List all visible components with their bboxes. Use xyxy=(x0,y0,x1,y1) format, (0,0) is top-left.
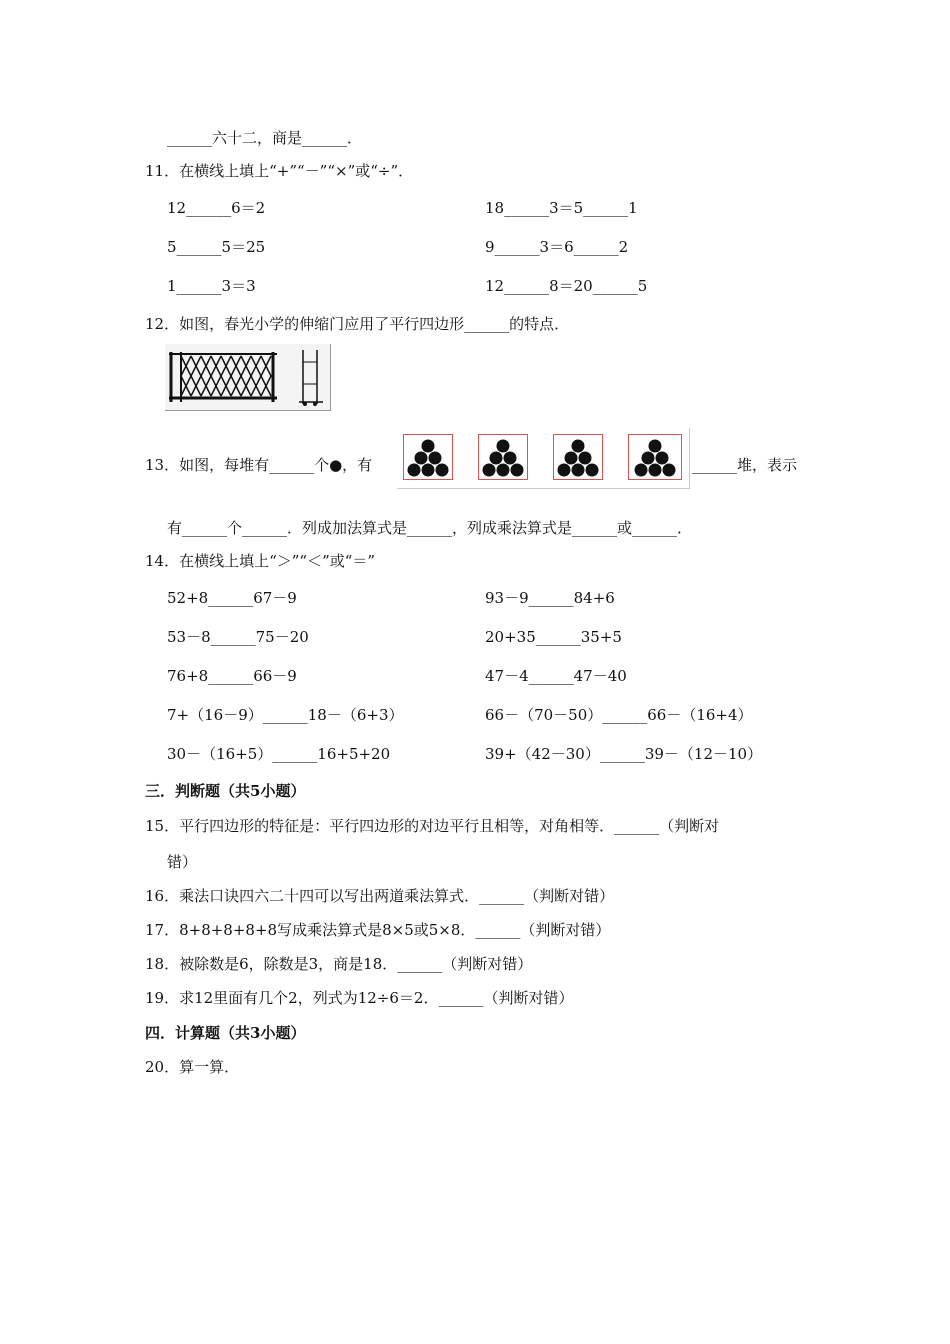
section-4-heading: 四．计算题（共3小题） xyxy=(145,1024,306,1042)
q11-right-3: 12______8＝20______5 xyxy=(485,277,648,295)
q14-left-5: 30－（16+5）______16+5+20 xyxy=(167,745,391,763)
q13-stem-b: ______堆，表示 xyxy=(692,456,798,474)
q15-line2: 错） xyxy=(167,853,198,871)
q14-right-1: 93－9______84+6 xyxy=(485,589,615,607)
q11-right-1: 18______3＝5______1 xyxy=(485,199,638,217)
q14-stem: 14．在横线上填上“＞”“＜”或“＝” xyxy=(145,552,376,570)
q17: 17．8+8+8+8+8写成乘法算式是8×5或5×8．______（判断对错） xyxy=(145,921,611,939)
q12-stem: 12．如图，春光小学的伸缩门应用了平行四边形______的特点． xyxy=(145,315,570,333)
q14-left-1: 52+8______67－9 xyxy=(167,589,297,607)
q16: 16．乘法口诀四六二十四可以写出两道乘法算式．______（判断对错） xyxy=(145,887,615,905)
dot-pile-1 xyxy=(403,434,453,480)
q15-line1: 15．平行四边形的特征是：平行四边形的对边平行且相等，对角相等．______（判断对 xyxy=(145,817,720,835)
q11-left-3: 1______3＝3 xyxy=(167,277,256,295)
q14-right-2: 20+35______35+5 xyxy=(485,628,622,646)
q11-left-2: 5______5＝25 xyxy=(167,238,266,256)
q14-right-3: 47－4______47－40 xyxy=(485,667,627,685)
dot-pile-4 xyxy=(628,434,682,480)
folding-gate-figure xyxy=(165,344,331,411)
q19: 19．求12里面有几个2，列式为12÷6＝2．______（判断对错） xyxy=(145,989,574,1007)
dot-pile-drawing xyxy=(629,435,681,479)
dot-pile-drawing xyxy=(479,435,527,479)
q14-right-5: 39+（42－30）______39－（12－10） xyxy=(485,745,763,763)
q14-left-3: 76+8______66－9 xyxy=(167,667,297,685)
q20: 20．算一算． xyxy=(145,1058,240,1076)
q14-left-2: 53－8______75－20 xyxy=(167,628,309,646)
q18: 18．被除数是6，除数是3，商是18．______（判断对错） xyxy=(145,955,533,973)
q14-right-4: 66－（70－50）______66－（16+4） xyxy=(485,706,753,724)
dot-pile-2 xyxy=(478,434,528,480)
dot-pile-3 xyxy=(553,434,603,480)
dot-pile-drawing xyxy=(554,435,602,479)
dot-piles-figure xyxy=(397,428,690,489)
q14-left-4: 7+（16－9）______18－（6+3） xyxy=(167,706,404,724)
q11-right-2: 9______3＝6______2 xyxy=(485,238,629,256)
q13-line2: 有______个______．列成加法算式是______，列成乘法算式是______或______． xyxy=(167,519,693,537)
section-3-heading: 三．判断题（共5小题） xyxy=(145,782,306,800)
q11-stem: 11．在横线上填上“+”“－”“×”或“÷”． xyxy=(145,162,414,180)
dot-pile-drawing xyxy=(404,435,452,479)
q11-left-1: 12______6＝2 xyxy=(167,199,266,217)
q13-stem-a: 13．如图，每堆有______个●，有 xyxy=(145,456,373,474)
folding-gate-drawing xyxy=(165,344,330,410)
q10-continuation: ______六十二，商是______． xyxy=(167,129,363,147)
